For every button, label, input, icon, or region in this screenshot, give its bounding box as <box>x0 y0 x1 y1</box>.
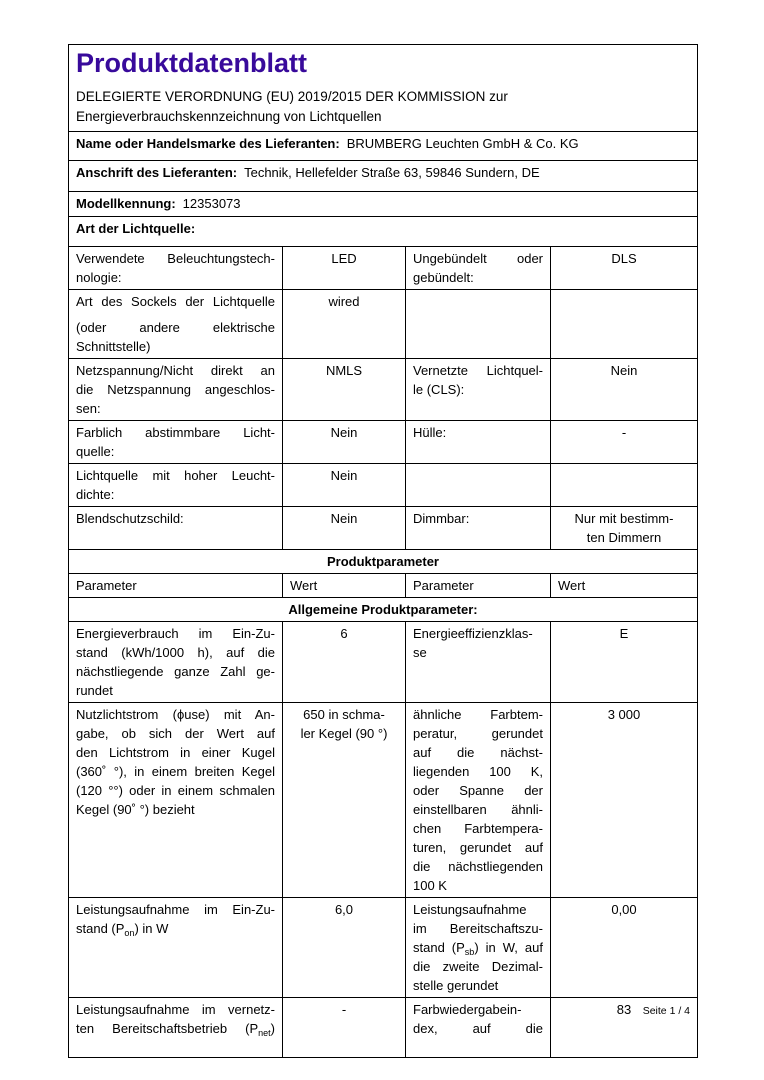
light-source-type-row <box>69 217 698 247</box>
param-label-cell: Energieeffizienzklas- se <box>406 622 551 703</box>
param-value-cell: 0,00 <box>551 898 698 998</box>
param-value-cell: 650 in schma- ler Kegel (90 °) <box>283 703 406 898</box>
param-label-cell: Leistungsaufnahme im Bereitschaftszu- stand $(P_{sb})$ in W, auf die zweite Dezimal- stelle gerundet <box>406 898 551 998</box>
table-row <box>69 359 698 421</box>
param-value-cell: LED <box>283 247 406 290</box>
table-row <box>69 464 698 507</box>
param-value-cell: 83 <box>551 998 698 1058</box>
param-value-cell: E <box>551 622 698 703</box>
model-cell <box>69 192 698 217</box>
param-label-cell: Leistungsaufnahme im Ein-Zu- stand $(P_{on})$ in W <box>69 898 283 998</box>
page-footer: Seite 1 / 4 <box>642 1005 690 1017</box>
regulation-line-1: DELEGIERTE VERORDNUNG (EU) 2019/2015 DER KOMMISSION zur <box>76 89 508 104</box>
supplier-name-label: Name oder Handelsmarke des Lieferanten: <box>76 136 340 151</box>
param-label-cell: ähnliche Farbtem- peratur, gerundet auf die nächst- liegenden 100 K, oder Spanne der einstellbaren ähnli- chen Farbtempera- turen, gerundet auf die nächstliegenden 100 K <box>406 703 551 898</box>
param-label-cell: Farbwiedergabein- dex, auf die <box>406 998 551 1058</box>
model-row <box>69 192 698 217</box>
supplier-address-row <box>69 161 698 192</box>
param-value-cell: Nein <box>551 359 698 421</box>
param-value-cell: Nur mit bestimm- ten Dimmern <box>551 507 698 550</box>
supplier-name-cell <box>69 132 698 161</box>
param-label-cell <box>406 290 551 359</box>
table-row <box>69 898 698 998</box>
model-label: Modellkennung: <box>76 196 176 211</box>
param-label-cell: Netzspannung/Nicht direkt an die Netzspannung angeschlos- sen: <box>69 359 283 421</box>
page-title: Produktdatenblatt <box>76 48 308 78</box>
param-value-cell: 6 <box>283 622 406 703</box>
supplier-address-cell <box>69 161 698 192</box>
param-value-cell: Nein <box>283 421 406 464</box>
param-value-cell <box>551 290 698 359</box>
header-block-row <box>69 45 698 132</box>
table-row <box>69 290 698 359</box>
column-header-row <box>69 574 698 598</box>
param-value-cell: 3 000 <box>551 703 698 898</box>
table-row <box>69 622 698 703</box>
param-label-cell: Dimmbar: <box>406 507 551 550</box>
light-source-type-label: Art der Lichtquelle: <box>76 221 196 236</box>
param-value-cell: 6,0 <box>283 898 406 998</box>
param-label-cell: Hülle: <box>406 421 551 464</box>
param-value-cell: NMLS <box>283 359 406 421</box>
section-header-allgemeine <box>69 598 698 622</box>
table-row <box>69 421 698 464</box>
param-label-cell: Ungebündelt oder gebündelt: <box>406 247 551 290</box>
table-row <box>69 507 698 550</box>
param-value-cell: DLS <box>551 247 698 290</box>
param-label-cell: Farblich abstimmbare Licht- quelle: <box>69 421 283 464</box>
section-title: Produktparameter <box>69 550 698 574</box>
param-label-cell: Verwendete Beleuchtungstech- nologie: <box>69 247 283 290</box>
light-source-type-cell <box>69 217 698 247</box>
param-value-cell: wired <box>283 290 406 359</box>
param-value-cell: Nein <box>283 507 406 550</box>
supplier-name-value: BRUMBERG Leuchten GmbH & Co. KG <box>346 136 579 151</box>
column-header: Parameter <box>406 574 551 598</box>
supplier-name-row <box>69 132 698 161</box>
param-value-cell <box>551 464 698 507</box>
column-header: Parameter <box>69 574 283 598</box>
header-block <box>69 45 698 132</box>
supplier-address-label: Anschrift des Lieferanten: <box>76 165 238 180</box>
datasheet-table <box>68 44 698 1058</box>
regulation-text <box>76 87 690 127</box>
param-value-cell: Nein <box>283 464 406 507</box>
regulation-line-2: Energieverbrauchskennzeichnung von Lichtquellen <box>76 109 382 124</box>
param-label-cell: Vernetzte Lichtquel- le (CLS): <box>406 359 551 421</box>
table-row <box>69 703 698 898</box>
param-label-cell: Lichtquelle mit hoher Leucht- dichte: <box>69 464 283 507</box>
table-row <box>69 247 698 290</box>
param-label-cell: Leistungsaufnahme im vernetz- ten Bereitschaftsbetrieb $(P_{net})$ <box>69 998 283 1058</box>
param-label-cell <box>406 464 551 507</box>
param-value-cell: - <box>283 998 406 1058</box>
column-header: Wert <box>551 574 698 598</box>
model-value: 12353073 <box>182 196 241 211</box>
section-title: Allgemeine Produktparameter: <box>69 598 698 622</box>
param-label-cell: Nutzlichtstrom (ϕuse) mit An- gabe, ob sich der Wert auf den Lichtstrom in einer Kugel (360˚ °), in einem breiten Kegel (120 °°) oder in einem schmalen Kegel (90˚ °) bezieht <box>69 703 283 898</box>
column-header: Wert <box>283 574 406 598</box>
supplier-address-value: Technik, Hellefelder Straße 63, 59846 Sundern, DE <box>244 165 540 180</box>
section-header-produktparameter <box>69 550 698 574</box>
param-value-cell: - <box>551 421 698 464</box>
param-label-cell: Blendschutzschild: <box>69 507 283 550</box>
param-label-cell: Art des Sockels der Lichtquelle (oder andere elektrische Schnittstelle) <box>69 290 283 359</box>
param-label-cell: Energieverbrauch im Ein-Zu- stand (kWh/1000 h), auf die nächstliegende ganze Zahl ge- rundet <box>69 622 283 703</box>
